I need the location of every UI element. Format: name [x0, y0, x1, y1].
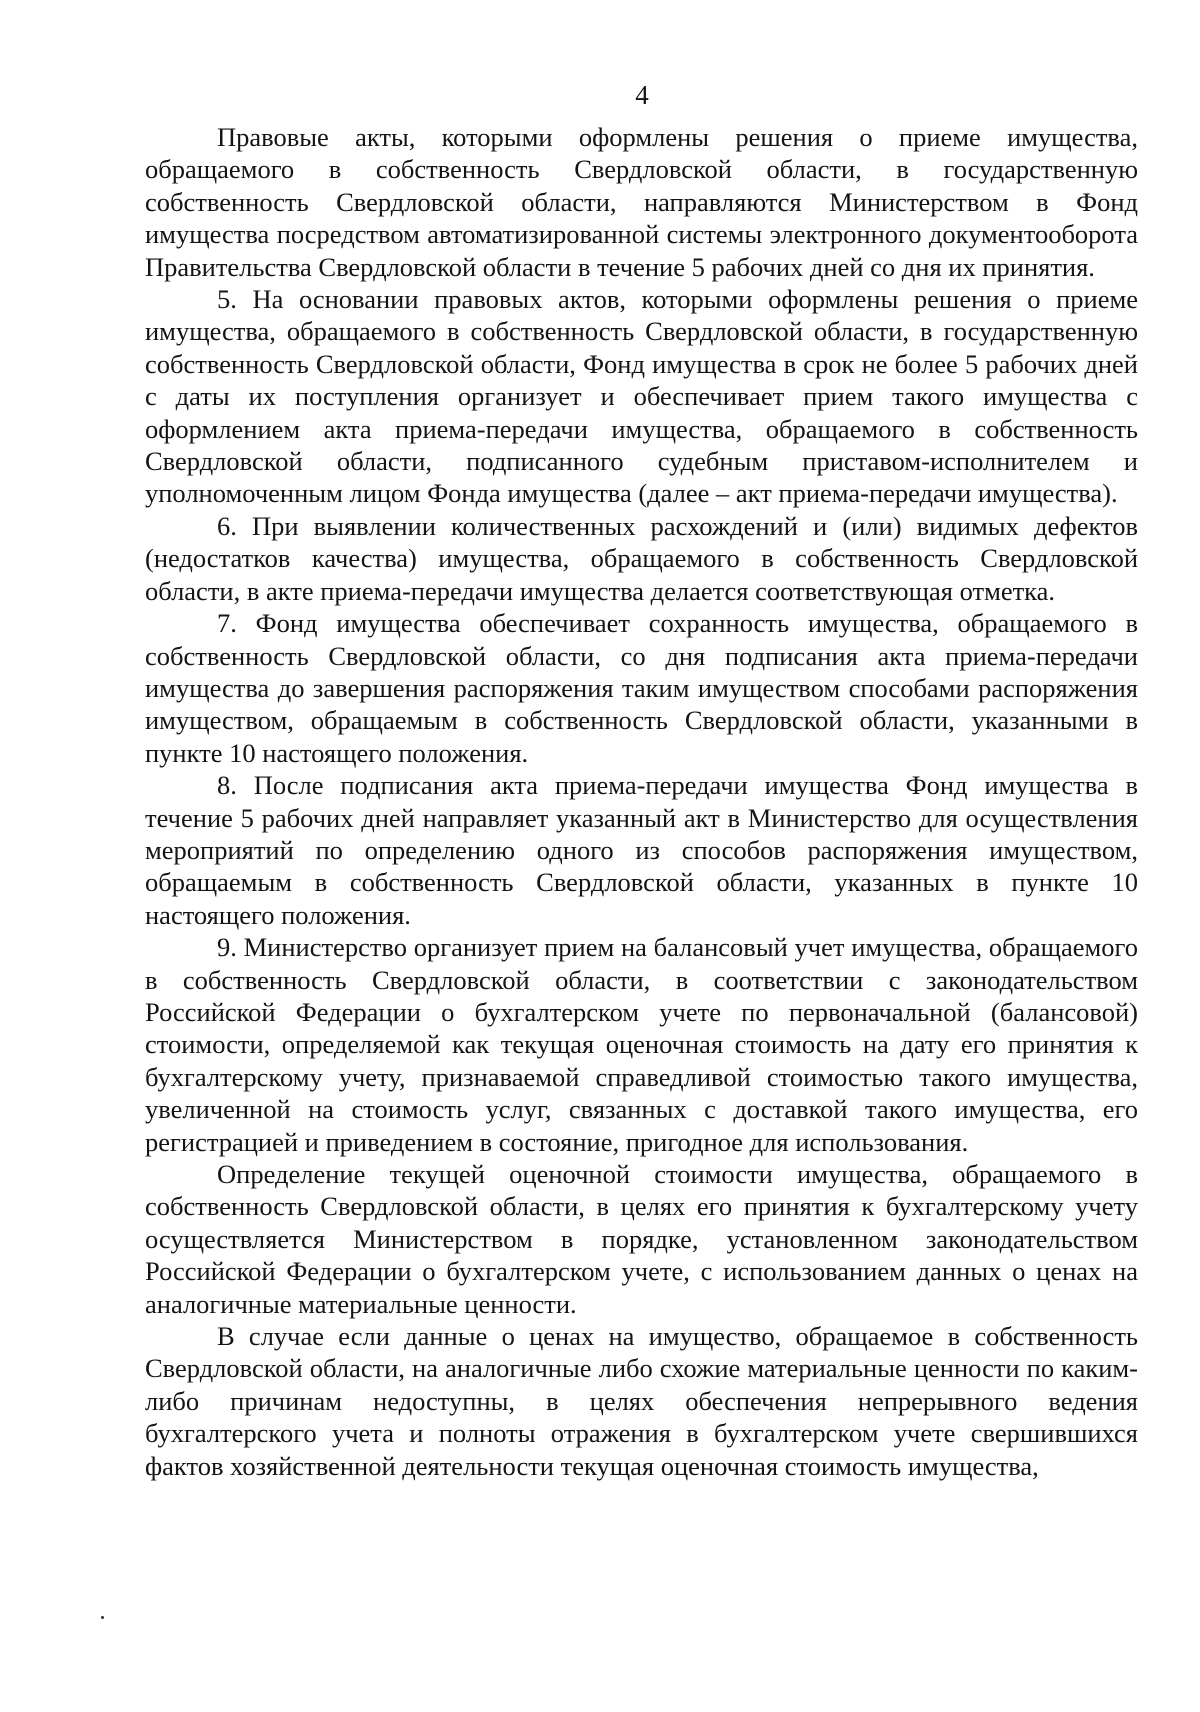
- paragraph-unavailable-prices: В случае если данные о ценах на имущество, обращаемое в собственность Свердловской области, на аналогичные либо схожие материальные ценности по каким-либо причинам недоступны, в целях обеспечения непрерывного ведения бухгалтерского учета и полноты отражения в бухгалтерском учете свершившихся фактов хозяйственной деятельности текущая оценочная стоимость имущества,: [145, 1321, 1138, 1481]
- page-number: 4: [635, 80, 649, 110]
- document-body: [145, 121, 1138, 1482]
- paragraph-5: 5. На основании правовых актов, которыми оформлены решения о приеме имущества, обращаемого в собственность Свердловской области, в государственную собственность Свердловской области, Фонд имущества в срок не более 5 рабочих дней с даты их поступления организует и обеспечивает прием такого имущества с оформлением акта приема-передачи имущества, обращаемого в собственность Свердловской области, подписанного судебным приставом-исполнителем и уполномоченным лицом Фонда имущества (далее – акт приема-передачи имущества).: [145, 284, 1138, 509]
- paragraph-valuation: Определение текущей оценочной стоимости имущества, обращаемого в собственность Свердловской области, в целях его принятия к бухгалтерскому учету осуществляется Министерством в порядке, установленном законодательством Российской Федерации о бухгалтерском учете, с использованием данных о ценах на аналогичные материальные ценности.: [145, 1159, 1138, 1319]
- paragraph-intro: Правовые акты, которыми оформлены решения о приеме имущества, обращаемого в собственность Свердловской области, в государственную собственность Свердловской области, направляются Министерством в Фонд имущества посредством автоматизированной системы электронного документооборота Правительства Свердловской области в течение 5 рабочих дней со дня их принятия.: [145, 122, 1138, 282]
- paragraph-7: 7. Фонд имущества обеспечивает сохранность имущества, обращаемого в собственность Свердловской области, со дня подписания акта приема-передачи имущества до завершения распоряжения таким имуществом способами распоряжения имуществом, обращаемым в собственность Свердловской области, указанными в пункте 10 настоящего положения.: [145, 608, 1138, 768]
- scan-speck: [101, 1616, 104, 1619]
- paragraph-6: 6. При выявлении количественных расхождений и (или) видимых дефектов (недостатков качества) имущества, обращаемого в собственность Свердловской области, в акте приема-передачи имущества делается соответствующая отметка.: [145, 510, 1138, 606]
- paragraph-9: 9. Министерство организует прием на балансовый учет имущества, обращаемого в собственность Свердловской области, в соответствии с законодательством Российской Федерации о бухгалтерском учете по первоначальной (балансовой) стоимости, определяемой как текущая оценочная стоимость на дату его принятия к бухгалтерскому учету, признаваемой справедливой стоимостью такого имущества, увеличенной на стоимость услуг, связанных с доставкой такого имущества, его регистрацией и приведением в состояние, пригодное для использования.: [145, 932, 1138, 1157]
- paragraph-8: 8. После подписания акта приема-передачи имущества Фонд имущества в течение 5 рабочих дней направляет указанный акт в Министерство для осуществления мероприятий по определению одного из способов распоряжения имуществом, обращаемым в собственность Свердловской области, указанных в пункте 10 настоящего положения.: [145, 770, 1138, 930]
